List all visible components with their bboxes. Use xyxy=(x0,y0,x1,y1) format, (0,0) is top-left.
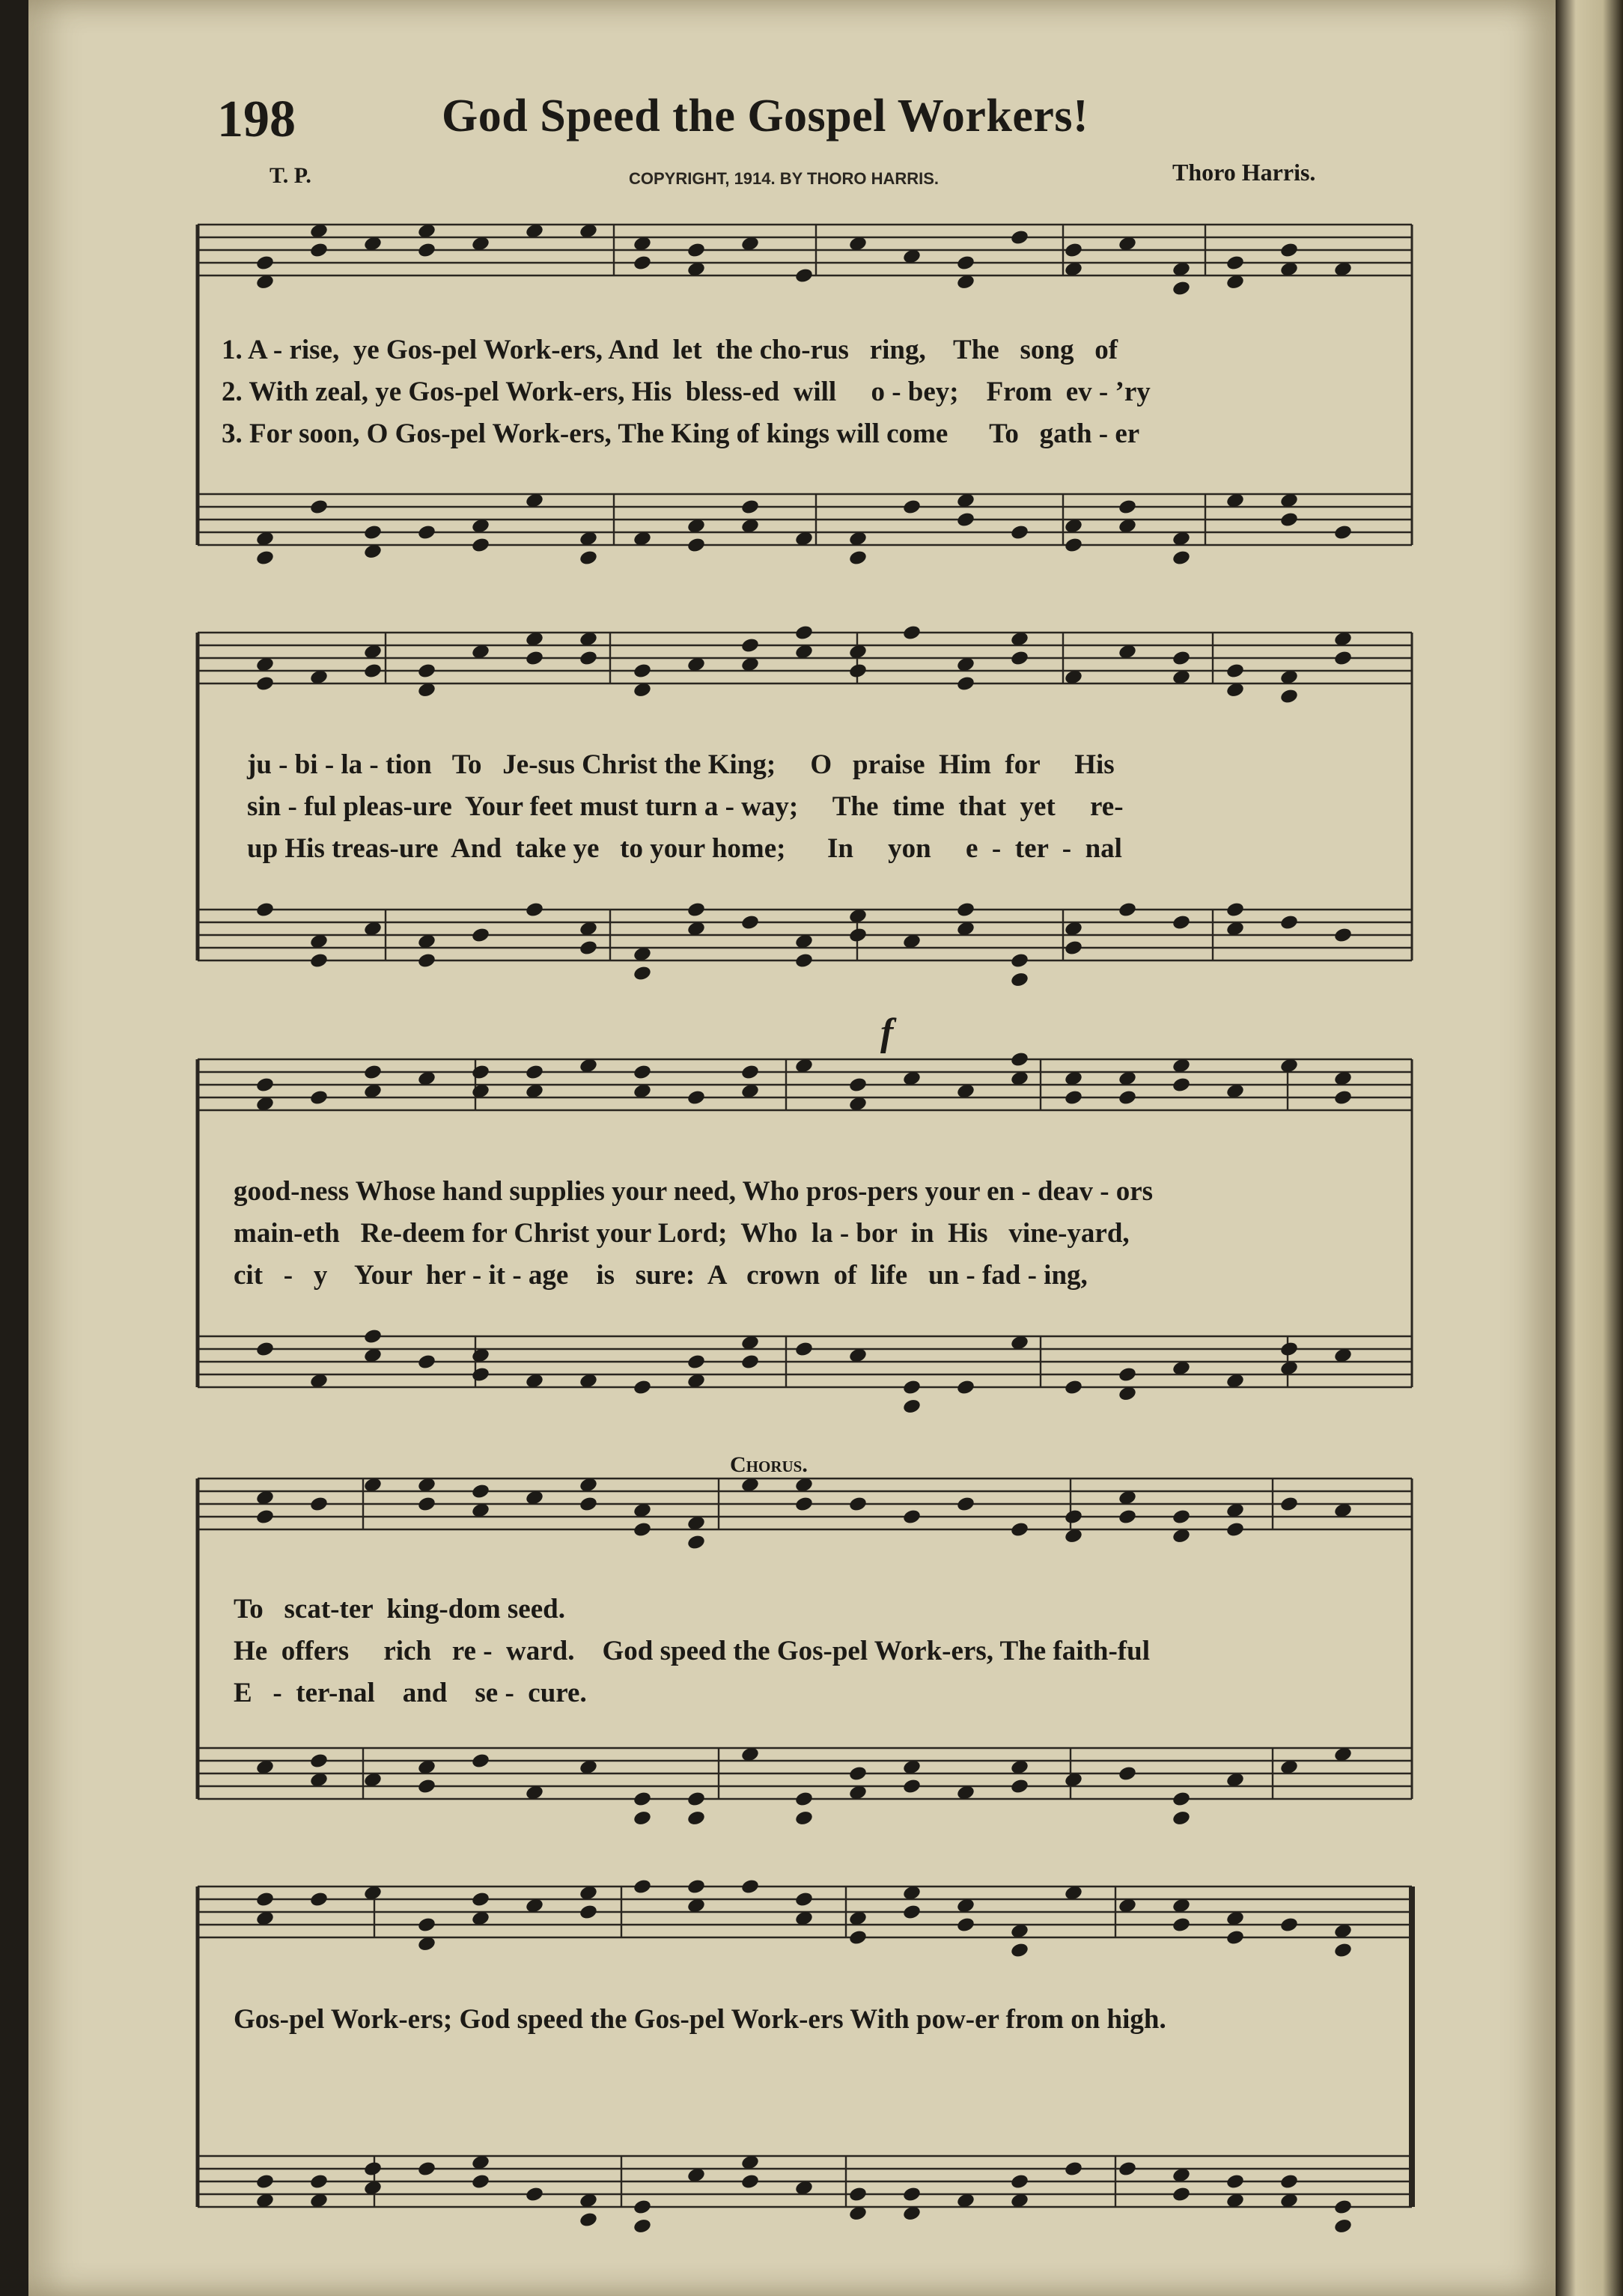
lyric-line: 2. With zeal, ye Gos-pel Work-ers, His bless-ed will o - bey; From ev - ’ry xyxy=(222,377,1151,407)
lyric-line: ju - bi - la - tion To Je-sus Christ the King; O praise Him for His xyxy=(247,749,1115,780)
note-head xyxy=(1064,1089,1083,1106)
note-head xyxy=(1333,524,1353,541)
note-head xyxy=(1172,1916,1191,1934)
note-head xyxy=(1118,1366,1137,1383)
note-head xyxy=(1279,511,1299,529)
note-head xyxy=(633,1064,652,1081)
note-head xyxy=(579,1496,598,1513)
note-head xyxy=(1279,914,1299,931)
note-head xyxy=(902,1778,922,1795)
note-head xyxy=(848,1929,868,1946)
note-head xyxy=(255,255,275,272)
note-head xyxy=(1064,1379,1083,1396)
note-head xyxy=(417,242,436,259)
note-head xyxy=(1010,1942,1029,1959)
note-head xyxy=(740,637,760,654)
note-head xyxy=(309,1753,329,1770)
note-head xyxy=(1010,1521,1029,1538)
note-head xyxy=(1172,549,1191,567)
note-head xyxy=(902,1508,922,1526)
note-head xyxy=(633,1521,652,1538)
note-head xyxy=(525,1064,544,1081)
note-head xyxy=(794,1891,814,1908)
lyric-line: up His treas-ure And take ye to your home; In yon e - ter - nal xyxy=(247,833,1122,864)
note-head xyxy=(471,1483,490,1500)
note-head xyxy=(848,1077,868,1094)
note-head xyxy=(471,927,490,944)
note-head xyxy=(633,1379,652,1396)
note-head xyxy=(471,1753,490,1770)
note-head xyxy=(1172,914,1191,931)
note-head xyxy=(1010,650,1029,667)
note-head xyxy=(633,255,652,272)
note-head xyxy=(471,2173,490,2190)
note-head xyxy=(1279,1341,1299,1358)
note-head xyxy=(633,663,652,680)
lyric-line: main-eth Re-deem for Christ your Lord; Who la - bor in His vine-yard, xyxy=(234,1218,1130,1249)
note-head xyxy=(471,537,490,554)
note-head xyxy=(579,549,598,567)
note-head xyxy=(1279,1496,1299,1513)
note-head xyxy=(902,1398,922,1415)
note-head xyxy=(1064,1508,1083,1526)
note-head xyxy=(417,952,436,969)
note-head xyxy=(363,2161,383,2178)
note-head xyxy=(1010,1051,1029,1068)
note-head xyxy=(686,537,706,554)
note-head xyxy=(417,1496,436,1513)
note-head xyxy=(956,1496,975,1513)
note-head xyxy=(633,965,652,982)
note-head xyxy=(255,2173,275,2190)
note-head xyxy=(1118,2161,1137,2178)
note-head xyxy=(794,1341,814,1358)
note-head xyxy=(1172,1809,1191,1827)
note-head xyxy=(1118,1765,1137,1782)
note-head xyxy=(255,1077,275,1094)
note-head xyxy=(1279,688,1299,705)
note-head xyxy=(956,1916,975,1934)
note-head xyxy=(902,2186,922,2203)
note-head xyxy=(1118,1508,1137,1526)
note-head xyxy=(417,1916,436,1934)
note-head xyxy=(848,1496,868,1513)
note-head xyxy=(956,511,975,529)
note-head xyxy=(633,1809,652,1827)
lyric-line: good-ness Whose hand supplies your need, Who pros-pers your en - deav - ors xyxy=(234,1176,1154,1207)
composer-credit: Thoro Harris. xyxy=(1172,159,1316,186)
lyric-line: 3. For soon, O Gos-pel Work-ers, The King of kings will come To gath - er xyxy=(222,418,1140,449)
lyric-line: 1. A - rise, ye Gos-pel Work-ers, And let the cho-rus ring, The song of xyxy=(222,335,1118,365)
note-head xyxy=(1064,242,1083,259)
note-head xyxy=(794,1496,814,1513)
note-head xyxy=(309,952,329,969)
note-head xyxy=(1172,2186,1191,2203)
note-head xyxy=(794,624,814,642)
note-head xyxy=(471,1891,490,1908)
note-head xyxy=(309,1496,329,1513)
note-head xyxy=(633,1878,652,1895)
note-head xyxy=(417,524,436,541)
note-head xyxy=(579,1904,598,1921)
note-head xyxy=(740,2173,760,2190)
note-head xyxy=(1225,2173,1245,2190)
note-head xyxy=(1279,2173,1299,2190)
note-head xyxy=(1010,952,1029,969)
note-head xyxy=(309,1891,329,1908)
note-head xyxy=(1333,2199,1353,2216)
note-head xyxy=(309,1089,329,1106)
lyric-line: To scat-ter king-dom seed. xyxy=(234,1594,565,1624)
note-head xyxy=(956,675,975,692)
note-head xyxy=(417,1353,436,1371)
note-head xyxy=(525,901,544,919)
note-head xyxy=(1333,650,1353,667)
note-head xyxy=(255,549,275,567)
note-head xyxy=(255,1341,275,1358)
note-head xyxy=(1333,1089,1353,1106)
lyric-line: cit - y Your her - it - age is sure: A crown of life un - fad - ing, xyxy=(234,1260,1088,1291)
note-head xyxy=(1225,901,1245,919)
note-head xyxy=(633,2217,652,2235)
note-head xyxy=(525,650,544,667)
note-head xyxy=(956,1379,975,1396)
note-head xyxy=(1279,242,1299,259)
note-head xyxy=(1333,1942,1353,1959)
hymn-title: God Speed the Gospel Workers! xyxy=(442,91,1089,141)
lyric-line: sin - ful pleas-ure Your feet must turn a - way; The time that yet re- xyxy=(247,791,1124,822)
meter-label: T. P. xyxy=(270,163,311,188)
note-head xyxy=(1225,663,1245,680)
note-head xyxy=(902,499,922,516)
note-head xyxy=(848,1765,868,1782)
note-head xyxy=(579,2211,598,2229)
note-head xyxy=(363,524,383,541)
note-head xyxy=(1172,280,1191,297)
note-head xyxy=(686,1089,706,1106)
note-head xyxy=(471,1366,490,1383)
note-head xyxy=(794,952,814,969)
note-head xyxy=(1010,229,1029,246)
note-head xyxy=(363,663,383,680)
note-head xyxy=(1225,1521,1245,1538)
note-head xyxy=(1333,2217,1353,2235)
note-head xyxy=(902,1904,922,1921)
note-head xyxy=(633,2199,652,2216)
note-head xyxy=(417,2161,436,2178)
note-head xyxy=(417,663,436,680)
note-head xyxy=(686,1353,706,1371)
note-head xyxy=(417,1778,436,1795)
note-head xyxy=(309,499,329,516)
note-head xyxy=(525,2186,544,2203)
note-head xyxy=(956,901,975,919)
note-head xyxy=(309,2173,329,2190)
note-head xyxy=(902,624,922,642)
dynamic-forte: f xyxy=(880,1011,894,1054)
note-head xyxy=(1225,255,1245,272)
note-head xyxy=(1172,1791,1191,1808)
chorus-label: Chorus. xyxy=(730,1452,808,1477)
note-head xyxy=(686,1534,706,1551)
note-head xyxy=(1010,2173,1029,2190)
note-head xyxy=(579,650,598,667)
note-head xyxy=(740,1064,760,1081)
note-head xyxy=(255,1508,275,1526)
copyright-line: COPYRIGHT, 1914. BY THORO HARRIS. xyxy=(629,169,940,188)
note-head xyxy=(740,914,760,931)
note-head xyxy=(363,1328,383,1345)
note-head xyxy=(633,1791,652,1808)
note-head xyxy=(255,901,275,919)
note-head xyxy=(686,901,706,919)
note-head xyxy=(255,1891,275,1908)
note-head xyxy=(740,1353,760,1371)
note-head xyxy=(686,242,706,259)
note-head xyxy=(686,1791,706,1808)
note-head xyxy=(471,1064,490,1081)
note-head xyxy=(848,927,868,944)
lyric-line: Gos-pel Work-ers; God speed the Gos-pel Work-ers With pow-er from on high. xyxy=(234,2004,1166,2035)
note-head xyxy=(794,267,814,284)
note-head xyxy=(848,2186,868,2203)
note-head xyxy=(1333,927,1353,944)
note-head xyxy=(956,255,975,272)
note-head xyxy=(1118,901,1137,919)
lyric-line: He offers rich re - ward. God speed the Gos-pel Work-ers, The faith-ful xyxy=(234,1636,1150,1666)
note-head xyxy=(363,1064,383,1081)
note-head xyxy=(686,1809,706,1827)
note-head xyxy=(686,1878,706,1895)
note-head xyxy=(1118,499,1137,516)
note-head xyxy=(1010,1778,1029,1795)
note-head xyxy=(579,940,598,957)
note-head xyxy=(255,675,275,692)
note-head xyxy=(740,1878,760,1895)
note-head xyxy=(1172,1508,1191,1526)
note-head xyxy=(309,242,329,259)
note-head xyxy=(848,549,868,567)
note-head xyxy=(1172,650,1191,667)
note-head xyxy=(1064,940,1083,957)
note-head xyxy=(1010,524,1029,541)
note-head xyxy=(902,1379,922,1396)
note-head xyxy=(848,663,868,680)
note-head xyxy=(1010,971,1029,988)
note-head xyxy=(1225,1929,1245,1946)
lyric-line: E - ter-nal and se - cure. xyxy=(234,1678,587,1708)
note-head xyxy=(1118,1089,1137,1106)
note-head xyxy=(1064,537,1083,554)
note-head xyxy=(794,1791,814,1808)
note-head xyxy=(1064,2161,1083,2178)
note-head xyxy=(794,1809,814,1827)
note-head xyxy=(740,499,760,516)
hymn-number: 198 xyxy=(217,91,296,148)
note-head xyxy=(1279,1916,1299,1934)
note-head xyxy=(1172,1077,1191,1094)
